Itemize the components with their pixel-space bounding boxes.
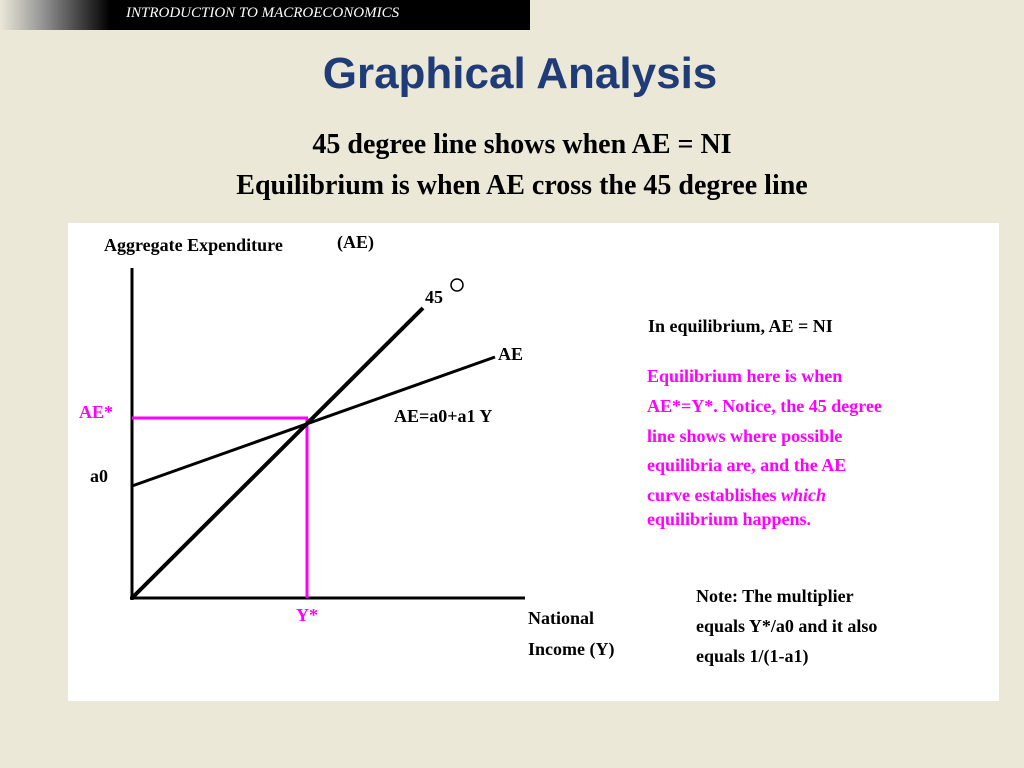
y-axis-abbr: (AE)	[337, 232, 374, 252]
ae-star-label: AE*	[79, 402, 114, 422]
y-axis-label: Aggregate Expenditure	[104, 235, 283, 255]
y-star-label: Y*	[296, 605, 318, 625]
multiplier-note-line: equals Y*/a0 and it also	[696, 616, 878, 636]
subtitle-line-2: Equilibrium is when AE cross the 45 degree line	[236, 170, 808, 201]
a0-label: a0	[90, 466, 108, 486]
multiplier-note-line: Note: The multiplier	[696, 586, 854, 606]
header-banner	[0, 0, 530, 30]
degree-symbol-icon	[451, 279, 463, 291]
emphasis-which: which	[781, 485, 827, 505]
x-axis-label-line2: Income (Y)	[528, 639, 615, 659]
slide-title: Graphical Analysis	[322, 49, 718, 98]
explanation-line: AE*=Y*. Notice, the 45 degree	[647, 396, 882, 416]
ae-line-label: AE	[498, 344, 524, 364]
multiplier-note	[696, 586, 877, 667]
explanation-line: equilibrium happens.	[647, 509, 812, 529]
explanation-line: curve establishes which	[647, 485, 827, 505]
explanation-line: Equilibrium here is when	[647, 366, 843, 386]
equilibrium-explanation	[647, 366, 882, 529]
diagram-panel	[68, 223, 999, 701]
x-axis-label-line1: National	[528, 608, 595, 628]
multiplier-note-line: equals 1/(1-a1)	[696, 646, 809, 666]
subtitle-line-1: 45 degree line shows when AE = NI	[312, 129, 732, 160]
ae-equation-label: AE=a0+a1 Y	[394, 406, 493, 426]
line-45-degree	[132, 308, 423, 598]
line-45-label: 45	[425, 287, 443, 307]
course-title: INTRODUCTION TO MACROECONOMICS	[126, 5, 400, 21]
keynesian-cross-diagram	[68, 223, 999, 701]
explanation-line: equilibria are, and the AE	[647, 455, 847, 475]
equilibrium-heading: In equilibrium, AE = NI	[648, 316, 833, 336]
explanation-line: line shows where possible	[647, 426, 843, 446]
